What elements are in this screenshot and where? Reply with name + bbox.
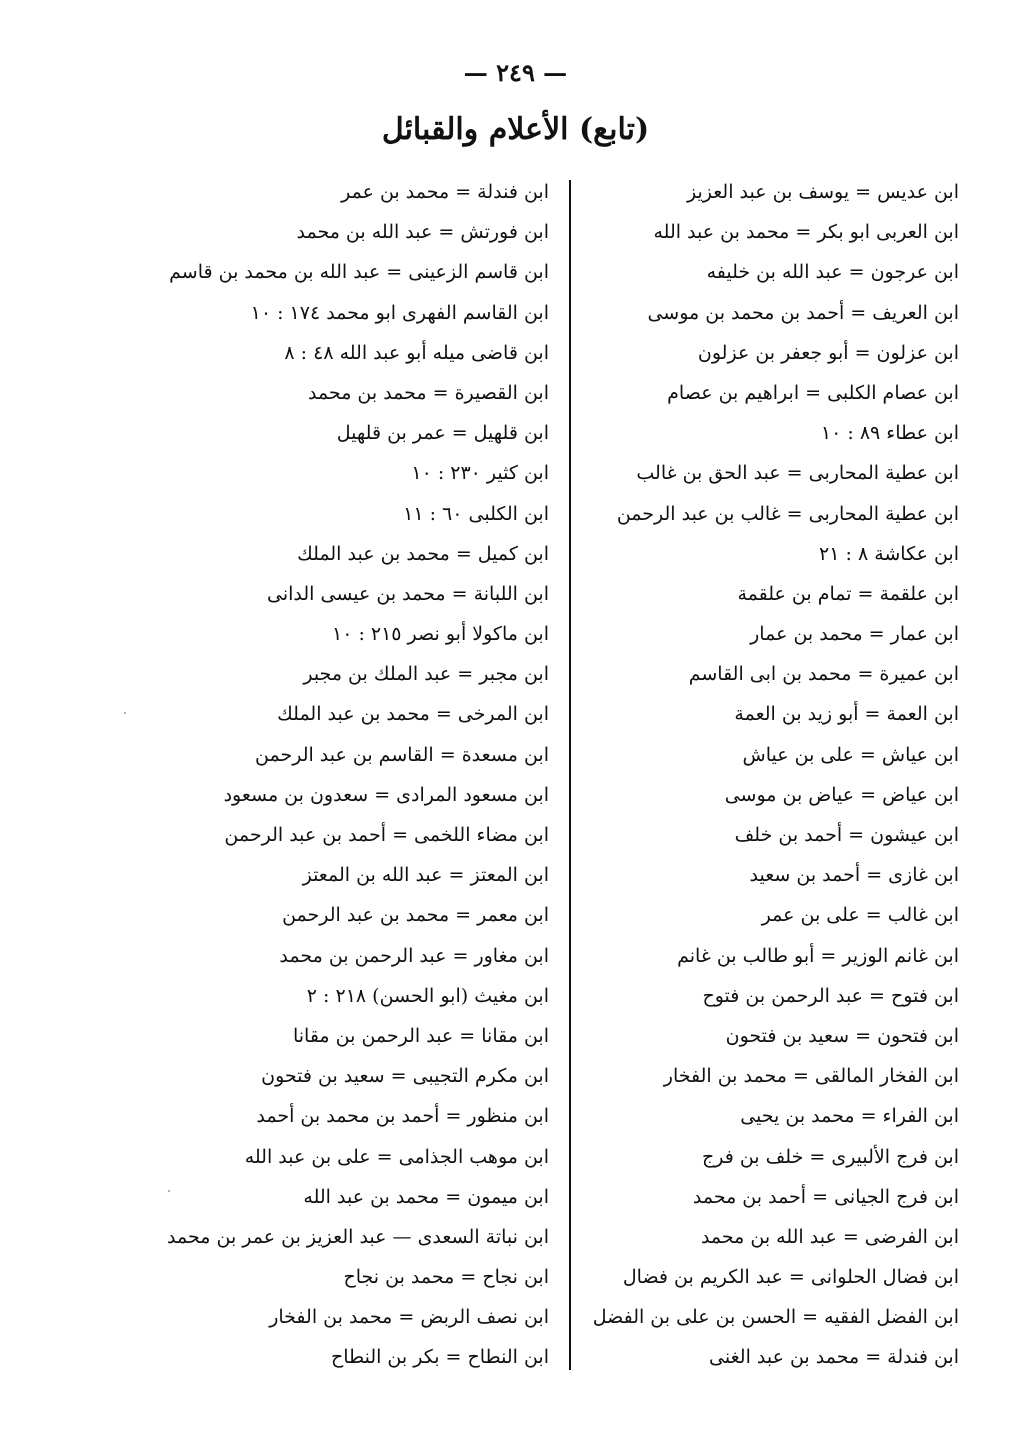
index-entry: ابن المرخى = محمد بن عبد الملك — [277, 703, 549, 726]
page-number: — ٢٤٩ — — [463, 58, 568, 87]
index-entry: ابن عرجون = عبد الله بن خليفه — [706, 261, 959, 284]
index-entry: ابن نباتة السعدى — عبد العزيز بن عمر بن محمد — [167, 1225, 549, 1248]
column-divider — [569, 180, 571, 1370]
index-entry: ابن قاضى ميله أبو عبد الله ٤٨ : ٨ — [284, 341, 549, 364]
index-entry: ابن عياض = عياض بن موسى — [724, 783, 959, 806]
index-entry: ابن فتوح = عبد الرحمن بن فتوح — [702, 984, 959, 1007]
index-entry: ابن الكلبى ٦٠ : ١١ — [403, 502, 549, 525]
index-entry: ابن نصف الربض = محمد بن الفخار — [269, 1306, 549, 1329]
index-entry: ابن فرج الجيانى = أحمد بن محمد — [692, 1185, 959, 1208]
index-entry: ابن فندلة = محمد بن عبد الغنى — [709, 1346, 959, 1369]
index-entry: ابن كميل = محمد بن عبد الملك — [297, 542, 549, 565]
index-entry: ابن مضاء اللخمى = أحمد بن عبد الرحمن — [224, 824, 549, 846]
index-entry: ابن مقانا = عبد الرحمن بن مقانا — [292, 1024, 549, 1047]
index-entry: ابن كثير ٢٣٠ : ١٠ — [411, 462, 549, 485]
index-entry: ابن الفخار المالقى = محمد بن الفخار — [663, 1065, 959, 1088]
index-entry: ابن العريف = أحمد بن محمد بن موسى — [647, 301, 959, 324]
left-column — [167, 172, 549, 1378]
index-entry: ابن قاسم الزعينى = عبد الله بن محمد بن قاسم — [169, 261, 549, 284]
index-entry: ابن مسعدة = القاسم بن عبد الرحمن — [255, 743, 549, 766]
index-entry: ابن ميمون = محمد بن عبد الله — [303, 1185, 549, 1208]
index-entry: ابن فضال الحلوانى = عبد الكريم بن فضال — [622, 1266, 959, 1289]
speck — [168, 1190, 170, 1192]
index-entry: ابن الفضل الفقيه = الحسن بن على بن الفضل — [592, 1306, 959, 1329]
page-title: (تابع) الأعلام والقبائل — [381, 112, 650, 147]
index-entry: ابن غالب = على بن عمر — [761, 904, 959, 927]
index-entry: ابن القاسم الفهرى ابو محمد ١٧٤ : ١٠ — [250, 301, 549, 324]
index-entry: ابن عطية المحاربى = عبد الحق بن غالب — [636, 462, 959, 485]
index-entry: ابن عصام الكلبى = ابراهيم بن عصام — [667, 381, 959, 404]
index-entry: ابن القصيرة = محمد بن محمد — [307, 381, 549, 404]
speck — [124, 712, 126, 714]
index-entry: ابن عديس = يوسف بن عبد العزيز — [687, 181, 959, 203]
index-entry: ابن منظور = أحمد بن محمد بن أحمد — [256, 1105, 549, 1128]
index-entry: ابن مغيث (ابو الحسن) ٢١٨ : ٢ — [306, 984, 549, 1007]
right-column — [592, 172, 959, 1378]
index-entry: ابن فتحون = سعيد بن فتحون — [725, 1024, 959, 1047]
index-entry: ابن عطية المحاربى = غالب بن عبد الرحمن — [616, 502, 959, 525]
index-entry: ابن ماكولا أبو نصر ٢١٥ : ١٠ — [331, 623, 549, 646]
index-entry: ابن العربى ابو بكر = محمد بن عبد الله — [653, 221, 959, 244]
index-entry: ابن علقمة = تمام بن علقمة — [737, 582, 959, 605]
index-entry: ابن عيشون = أحمد بن خلف — [734, 824, 959, 846]
index-entry: ابن نجاح = محمد بن نجاح — [343, 1266, 549, 1289]
index-entry: ابن العمة = أبو زيد بن العمة — [734, 703, 959, 726]
index-entry: ابن عطاء ٨٩ : ١٠ — [820, 422, 959, 445]
index-entry: ابن النطاح = بكر بن النطاح — [330, 1346, 549, 1369]
index-entry: ابن اللبانة = محمد بن عيسى الدانى — [267, 582, 549, 605]
index-entry: ابن مكرم التجيبى = سعيد بن فتحون — [261, 1065, 549, 1088]
index-entry: ابن غانم الوزير = أبو طالب بن غانم — [677, 944, 959, 967]
index-entry: ابن عكاشة ٨ : ٢١ — [819, 542, 959, 565]
index-entry: ابن قلهيل = عمر بن قلهيل — [336, 422, 549, 445]
index-entry: ابن المعتز = عبد الله بن المعتز — [302, 864, 549, 887]
index-entry: ابن فرج الألبيرى = خلف بن فرج — [701, 1145, 959, 1168]
index-entry: ابن عمار = محمد بن عمار — [750, 623, 959, 646]
index-entry: ابن غازى = أحمد بن سعيد — [749, 864, 959, 887]
index-entry: ابن عميرة = محمد بن ابى القاسم — [688, 663, 959, 686]
index-entry: ابن عياش = على بن عياش — [742, 743, 959, 766]
index-entry: ابن عزلون = أبو جعفر بن عزلون — [697, 341, 959, 364]
index-entry: ابن مسعود المرادى = سعدون بن مسعود — [223, 783, 549, 806]
index-entry: ابن الفراء = محمد بن يحيى — [740, 1105, 959, 1128]
index-entry: ابن فندلة = محمد بن عمر — [341, 181, 549, 203]
index-entry: ابن مغاور = عبد الرحمن بن محمد — [279, 944, 549, 967]
index-entry: ابن مجبر = عبد الملك بن مجبر — [303, 663, 549, 686]
index-entry: ابن الفرضى = عبد الله بن محمد — [700, 1225, 959, 1248]
index-entry: ابن فورتش = عبد الله بن محمد — [296, 221, 549, 244]
index-entry: ابن موهب الجذامى = على بن عبد الله — [244, 1145, 549, 1168]
index-entry: ابن معمر = محمد بن عبد الرحمن — [282, 904, 549, 927]
